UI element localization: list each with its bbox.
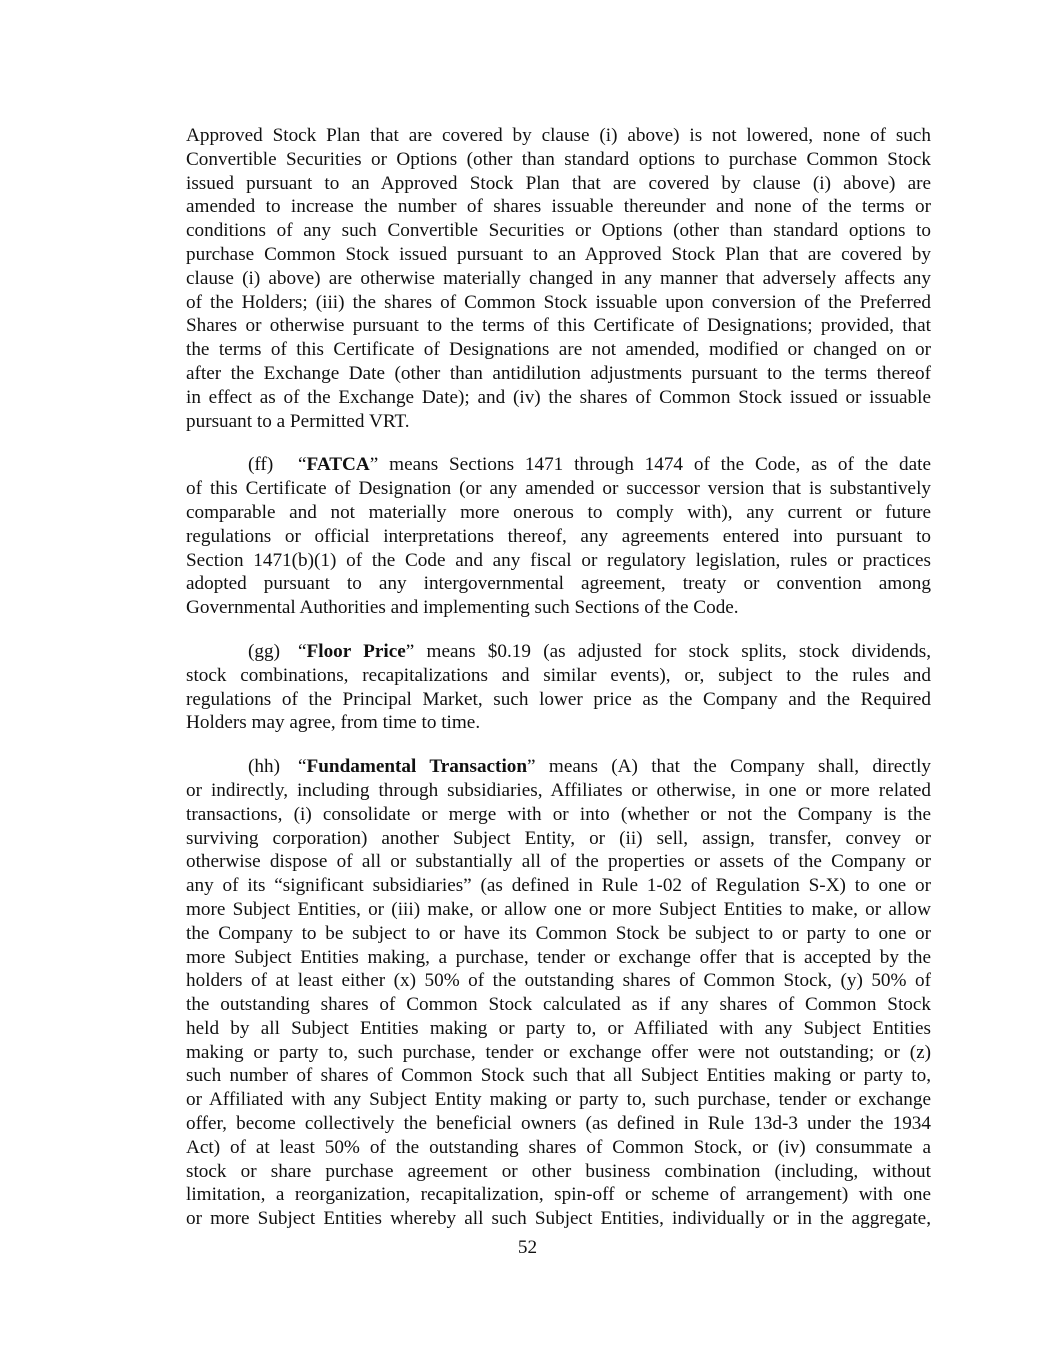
definition-first-line <box>186 640 931 664</box>
definition-text: means $0.19 (as adjusted for stock splits, stock dividends, <box>414 640 931 662</box>
text-line: regulations or official interpretations thereof, any agreements entered into pursuant to <box>186 525 931 547</box>
text-line: in effect as of the Exchange Date); and (iv) the shares of Common Stock issued or issuable <box>186 386 931 408</box>
definition-fundamental-transaction <box>186 755 931 1231</box>
text-line: Governmental Authorities and implementing such Sections of the Code. <box>186 597 739 619</box>
continuation-paragraph <box>186 124 931 433</box>
definition-label: (gg) <box>248 640 280 662</box>
open-quote: “ <box>298 640 307 662</box>
text-line: the Company to be subject to or have its Common Stock be subject to or party to one or <box>186 922 931 944</box>
text-line: limitation, a reorganization, recapitalization, spin-off or scheme of arrangement) with one <box>186 1184 931 1206</box>
defined-term: FATCA <box>306 454 370 476</box>
text-line: Approved Stock Plan that are covered by clause (i) above) is not lowered, none of such <box>186 125 931 146</box>
text-line: stock combinations, recapitalizations and similar events), or, subject to the rules and <box>186 664 931 686</box>
text-line: Convertible Securities or Options (other than standard options to purchase Common Stock <box>186 148 931 170</box>
definition-first-line <box>186 755 931 779</box>
text-line: holders of at least either (x) 50% of the outstanding shares of Common Stock, (y) 50% of <box>186 970 931 992</box>
open-quote: “ <box>298 756 307 778</box>
text-line: the terms of this Certificate of Designations are not amended, modified or changed on or <box>186 339 931 361</box>
definition-floor-price <box>186 640 931 735</box>
definition-label: (hh) <box>248 756 280 778</box>
text-line: pursuant to a Permitted VRT. <box>186 410 410 432</box>
text-line: Shares or otherwise pursuant to the terms of this Certificate of Designations; provided, that <box>186 315 931 337</box>
text-line: issued pursuant to an Approved Stock Plan that are covered by clause (i) above) are <box>186 172 931 194</box>
text-line: clause (i) above) are otherwise materially changed in any manner that adversely affects any <box>186 267 931 289</box>
text-line: Section 1471(b)(1) of the Code and any fiscal or regulatory legislation, rules or practices <box>186 549 931 571</box>
text-line: of the Holders; (iii) the shares of Common Stock issuable upon conversion of the Preferred <box>186 291 931 313</box>
definition-text: means Sections 1471 through 1474 of the Code, as of the date <box>378 454 931 476</box>
text-line: Act) of at least 50% of the outstanding shares of Common Stock, or (iv) consummate a <box>186 1136 931 1158</box>
text-line: after the Exchange Date (other than antidilution adjustments pursuant to the terms thereof <box>186 362 931 384</box>
paragraph-gap <box>186 735 931 755</box>
close-quote: ” <box>369 454 379 476</box>
paragraph-gap <box>186 433 931 453</box>
definition-fatca <box>186 453 931 620</box>
definition-first-line <box>186 453 931 477</box>
text-line: or Affiliated with any Subject Entity making or party to, such purchase, tender or exchange <box>186 1089 931 1111</box>
paragraph-gap <box>186 620 931 640</box>
text-line: comparable and not materially more onerous to comply with), any current or future <box>186 501 931 523</box>
definition-label: (ff) <box>248 454 274 476</box>
text-line: adopted pursuant to any intergovernmental agreement, treaty or convention among <box>186 573 931 595</box>
text-line: held by all Subject Entities making or party to, or Affiliated with any Subject Entities <box>186 1017 931 1039</box>
text-line: amended to increase the number of shares issuable thereunder and none of the terms or <box>186 196 931 218</box>
text-line: or more Subject Entities whereby all such Subject Entities, individually or in the aggregate, <box>186 1208 931 1230</box>
defined-term: Fundamental Transaction <box>306 756 528 778</box>
text-line: stock or share purchase agreement or other business combination (including, without <box>186 1160 931 1182</box>
text-line: any of its “significant subsidiaries” (as defined in Rule 1-02 of Regulation S-X) to one or <box>186 875 931 897</box>
page-number: 52 <box>517 1237 538 1258</box>
text-line: more Subject Entities making, a purchase, tender or exchange offer that is accepted by the <box>186 946 931 968</box>
text-line: the outstanding shares of Common Stock calculated as if any shares of Common Stock <box>186 994 931 1016</box>
close-quote: ” <box>527 756 536 778</box>
text-line: conditions of any such Convertible Securities or Options (other than standard options to <box>186 220 931 242</box>
text-line: offer, become collectively the beneficial owners (as defined in Rule 13d-3 under the 1934 <box>186 1113 931 1135</box>
text-line: Holders may agree, from time to time. <box>186 712 481 734</box>
text-line: regulations of the Principal Market, such lower price as the Company and the Required <box>186 688 931 710</box>
defined-term: Floor Price <box>306 640 406 662</box>
text-line: surviving corporation) another Subject Entity, or (ii) sell, assign, transfer, convey or <box>186 827 931 849</box>
text-line: such number of shares of Common Stock such that all Subject Entities making or party to, <box>186 1065 931 1087</box>
text-line: transactions, (i) consolidate or merge with or into (whether or not the Company is the <box>186 803 931 825</box>
definition-text: means (A) that the Company shall, directly <box>535 756 931 778</box>
text-line: of this Certificate of Designation (or any amended or successor version that is substantively <box>186 478 931 500</box>
text-line: purchase Common Stock issued pursuant to an Approved Stock Plan that are covered by <box>186 243 931 265</box>
text-line: or indirectly, including through subsidiaries, Affiliates or otherwise, in one or more related <box>186 779 931 801</box>
text-line: making or party to, such purchase, tender or exchange offer were not outstanding; or (z) <box>186 1041 931 1063</box>
open-quote: “ <box>298 454 307 476</box>
close-quote: ” <box>405 640 415 662</box>
text-line: more Subject Entities, or (iii) make, or allow one or more Subject Entities to make, or allow <box>186 898 931 920</box>
text-line: otherwise dispose of all or substantially all of the properties or assets of the Company or <box>186 851 931 873</box>
document-page <box>186 124 931 1231</box>
